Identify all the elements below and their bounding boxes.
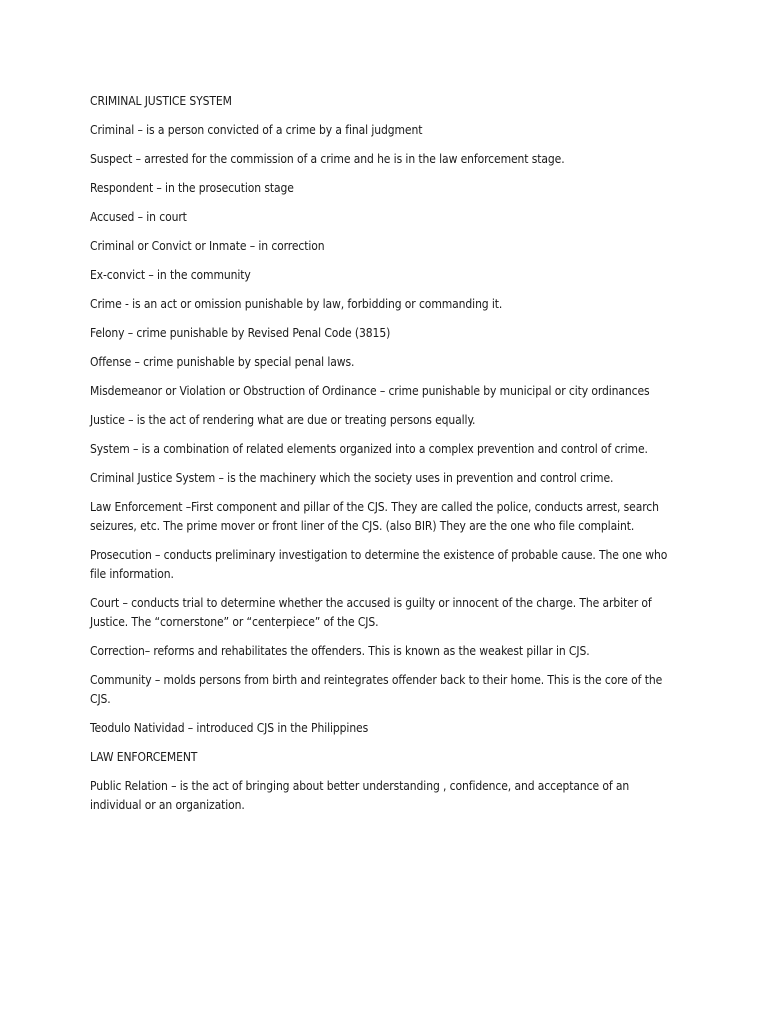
paragraph-crime: Crime - is an act or omission punishable by law, forbidding or commanding it. [90, 297, 503, 311]
paragraph-correction: Correction– reforms and rehabilitates the offenders. This is known as the weakest pillar in CJS. [90, 644, 590, 658]
paragraph-court: Court – conducts trial to determine whether the accused is guilty or innocent of the charge. The arbiter of Justice. The “cornerstone” or “centerpiece” of the CJS. [90, 596, 652, 629]
paragraph-inmate: Criminal or Convict or Inmate – in correction [90, 239, 325, 253]
document-page [90, 92, 675, 825]
paragraph-misdemeanor: Misdemeanor or Violation or Obstruction of Ordinance – crime punishable by municipal or city ordinances [90, 384, 650, 398]
paragraph-criminal: Criminal – is a person convicted of a crime by a final judgment [90, 123, 423, 137]
paragraph-law-enforcement: Law Enforcement –First component and pillar of the CJS. They are called the police, conducts arrest, search seizures, etc. The prime mover or front liner of the CJS. (also BIR) They are the one who file complaint. [90, 500, 659, 533]
paragraph-offense: Offense – crime punishable by special penal laws. [90, 355, 355, 369]
paragraph-ex-convict: Ex-convict – in the community [90, 268, 251, 282]
paragraph-system: System – is a combination of related elements organized into a complex prevention and control of crime. [90, 442, 648, 456]
paragraph-teodulo-natividad: Teodulo Natividad – introduced CJS in the Philippines [90, 721, 369, 735]
section-heading-criminal-justice-system: CRIMINAL JUSTICE SYSTEM [90, 94, 232, 108]
paragraph-respondent: Respondent – in the prosecution stage [90, 181, 294, 195]
paragraph-prosecution: Prosecution – conducts preliminary investigation to determine the existence of probable cause. The one who file information. [90, 548, 668, 581]
paragraph-justice: Justice – is the act of rendering what are due or treating persons equally. [90, 413, 476, 427]
paragraph-community: Community – molds persons from birth and reintegrates offender back to their home. This is the core of the CJS. [90, 673, 663, 706]
paragraph-suspect: Suspect – arrested for the commission of a crime and he is in the law enforcement stage. [90, 152, 565, 166]
paragraph-criminal-justice-system: Criminal Justice System – is the machinery which the society uses in prevention and control crime. [90, 471, 614, 485]
paragraph-public-relation: Public Relation – is the act of bringing about better understanding , confidence, and acceptance of an individual or an organization. [90, 779, 630, 812]
section-heading-law-enforcement: LAW ENFORCEMENT [90, 750, 198, 764]
paragraph-accused: Accused – in court [90, 210, 187, 224]
paragraph-felony: Felony – crime punishable by Revised Penal Code (3815) [90, 326, 391, 340]
